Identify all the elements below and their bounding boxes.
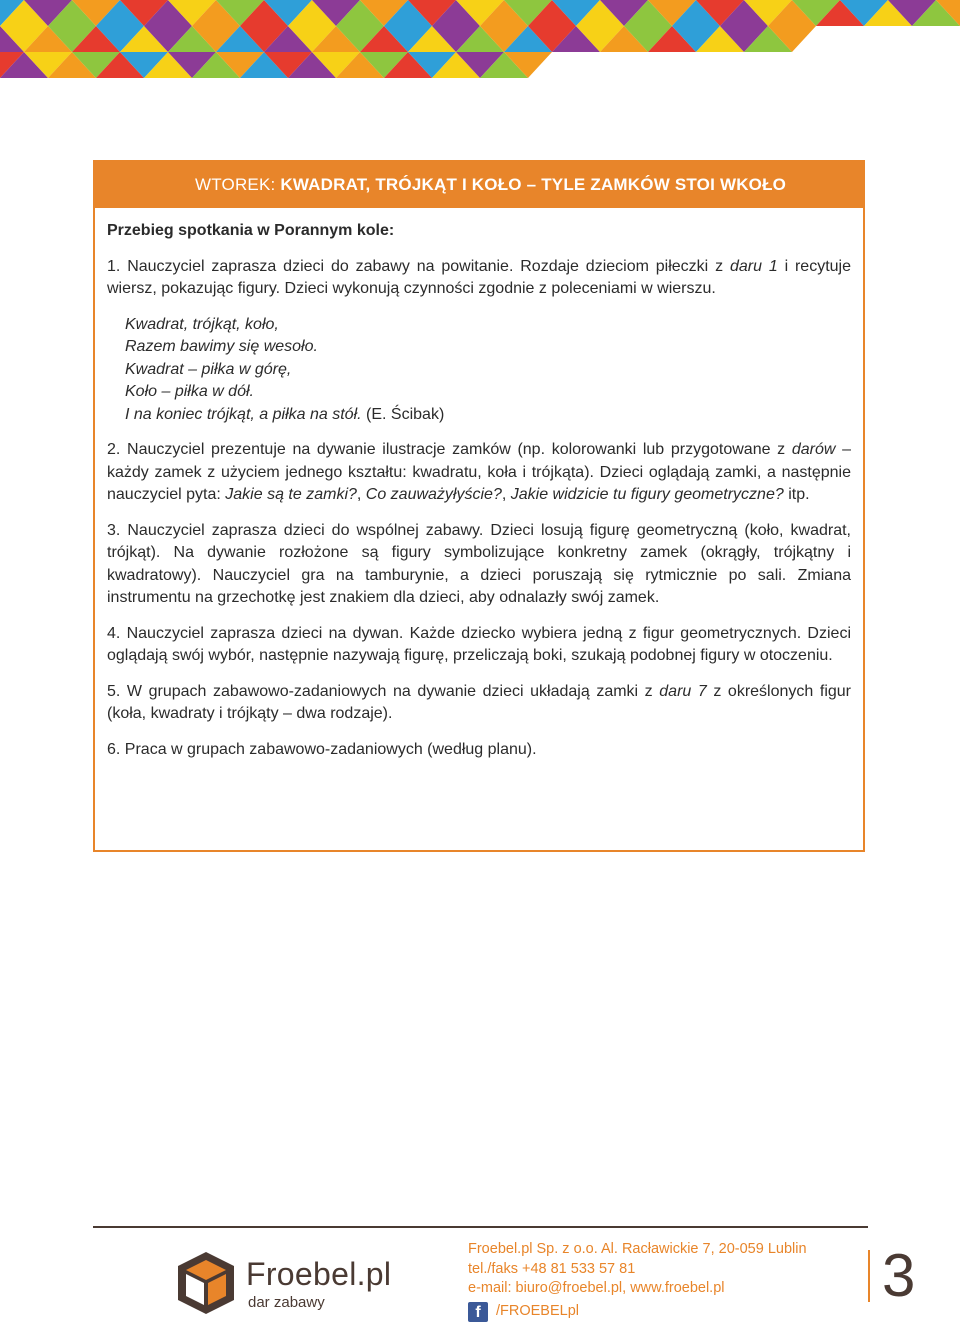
logo-tagline: dar zabawy: [248, 1294, 325, 1311]
step-1: [107, 256, 851, 301]
froebel-cube-logo-icon: [174, 1250, 238, 1316]
card-header: [95, 162, 863, 208]
poem-line-5-text: I na koniec trójkąt, a piłka na stół.: [125, 405, 362, 423]
poem: [125, 314, 851, 427]
card-body: [95, 208, 863, 761]
company-phone: tel./faks +48 81 533 57 81: [468, 1260, 636, 1277]
step-5-text-a: 5. W grupach zabawowo-zadaniowych na dywanie dzieci układają zamki z: [107, 682, 660, 700]
step-2-emphasis-1: darów: [791, 441, 836, 458]
lesson-card: [93, 160, 865, 852]
step-5: [107, 681, 851, 726]
poem-line-5: [125, 404, 851, 427]
step-4: 4. Nauczyciel zaprasza dzieci na dywan. Każde dziecko wybiera jedną z figur geometrycznych. Dzieci oglądają swój wybór, następnie nazywają figurę, przeliczają boki, szukają podobnej figury w otoczeniu.: [107, 624, 851, 664]
poem-line-2: Razem bawimy się wesoło.: [125, 338, 318, 355]
step-2-text-e: itp.: [783, 486, 810, 503]
step-2-question-1: Jakie są te zamki?: [225, 486, 357, 503]
facebook-link[interactable]: [468, 1302, 807, 1322]
step-1-text-b: i recytuje wiersz, pokazując figury. Dzieci wykonują czynności zgodnie z poleceniami w wierszu.: [107, 257, 851, 297]
contact-info: [468, 1240, 807, 1322]
header-prefix: WTOREK:: [195, 175, 276, 194]
step-1-emphasis: daru 1: [729, 257, 778, 275]
step-2-text-b: – każdy zamek z użyciem jednego kształtu: kwadratu, koła i trójkąta). Dzieci oglądają zamki, a następnie nauczyciel pyta:: [107, 441, 851, 503]
footer-divider: [93, 1226, 868, 1228]
page-number: 3: [882, 1242, 916, 1309]
poem-author: (E. Ścibak): [361, 405, 445, 423]
froebel-logo[interactable]: [174, 1250, 414, 1320]
section-subtitle: Przebieg spotkania w Porannym kole:: [107, 222, 395, 239]
step-2-sep-2: ,: [501, 486, 511, 503]
poem-line-4: Koło – piłka w dół.: [125, 383, 254, 400]
company-address: Froebel.pl Sp. z o.o. Al. Racławickie 7, 20-059 Lublin: [468, 1241, 807, 1257]
triangle-banner: [0, 0, 960, 80]
step-5-emphasis: daru 7: [659, 682, 707, 700]
header-title: KWADRAT, TRÓJKĄT I KOŁO – TYLE ZAMKÓW STOI WKOŁO: [280, 175, 787, 194]
facebook-handle: /FROEBELpl: [496, 1302, 579, 1319]
step-2-sep-1: ,: [356, 486, 366, 503]
step-5-text-b: z określonych figur (koła, kwadraty i trójkąty – dwa rodzaje).: [107, 682, 851, 722]
step-2-question-3: Jakie widzicie tu figury geometryczne?: [510, 486, 784, 503]
facebook-icon: f: [468, 1302, 488, 1322]
step-3: 3. Nauczyciel zaprasza dzieci do wspólnej zabawy. Dzieci losują figurę geometryczną (koło, kwadrat, trójkąt). Na dywanie rozłożone są figury symbolizujące konkretny zamek (okrągły, trójkątny i kwadratowy). Nauczyciel gra na tamburynie, a dzieci poruszają się rytmicznie po sali. Zmiana instrumentu na grzechotkę jest znakiem dla dzieci, aby odnalazły swój zamek.: [107, 521, 851, 606]
step-1-text-a: 1. Nauczyciel zaprasza dzieci do zabawy na powitanie. Rozdaje dzieciom piłeczki z: [107, 257, 730, 275]
poem-line-3: Kwadrat – piłka w górę,: [125, 360, 292, 378]
step-2-text-a: 2. Nauczyciel prezentuje na dywanie ilustracje zamków (np. kolorowanki lub przygotowane z: [107, 441, 792, 458]
page-number-divider: [868, 1250, 870, 1302]
step-2-question-2: Co zauważyłyście?: [365, 486, 502, 503]
company-email[interactable]: e-mail: biuro@froebel.pl, www.froebel.pl: [468, 1280, 725, 1296]
logo-name: Froebel.pl: [246, 1256, 392, 1292]
poem-line-1: Kwadrat, trójkąt, koło,: [125, 315, 279, 333]
step-6: 6. Praca w grupach zabawowo-zadaniowych (według planu).: [107, 740, 537, 758]
step-2: [107, 439, 851, 507]
